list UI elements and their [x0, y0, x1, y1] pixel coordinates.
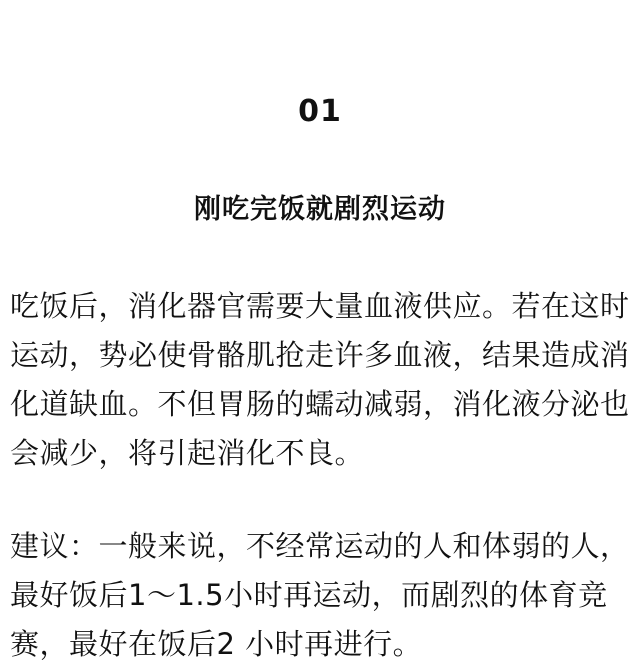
paragraph-body: 吃饭后，消化器官需要大量血液供应。若在这时运动，势必使骨骼肌抢走许多血液，结果造成消化道缺血。不但胃肠的蠕动减弱，消化液分泌也会减少，将引起消化不良。 [10, 289, 630, 470]
section-number: 01 [298, 94, 342, 129]
section-title: 刚吃完饭就剧烈运动 [194, 194, 446, 225]
paragraph-advice: 建议：一般来说，不经常运动的人和体弱的人，最好饭后1～1.5小时再运动，而剧烈的体育竞赛，最好在饭后2 小时再进行。 [10, 529, 630, 661]
